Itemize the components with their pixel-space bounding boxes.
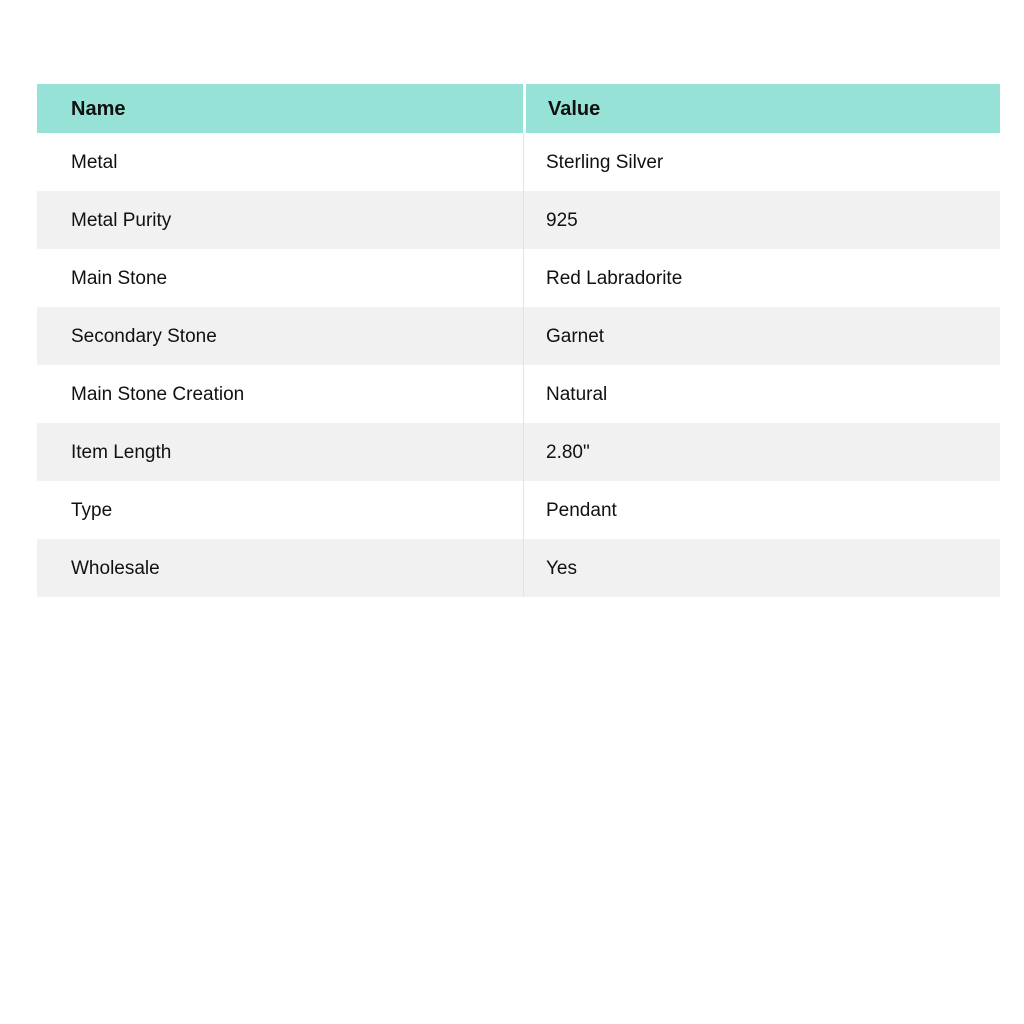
row-name: Main Stone Creation [71,383,245,405]
table-header-row [37,84,1000,133]
row-name: Type [71,499,113,521]
table-row [37,191,1000,249]
row-name: Metal Purity [71,209,172,231]
row-value: Natural [523,365,1000,423]
product-spec-table [37,84,1000,597]
row-name: Metal [71,151,118,173]
row-value: Garnet [523,307,1000,365]
column-header-value: Value [526,84,1000,133]
row-value: Yes [523,539,1000,597]
table-row [37,423,1000,481]
column-header-name: Name [37,84,523,133]
row-name: Main Stone [71,267,168,289]
table-row [37,249,1000,307]
row-value: Sterling Silver [523,133,1000,191]
row-name: Wholesale [71,557,160,579]
row-name: Item Length [71,441,172,463]
table-row [37,539,1000,597]
table-row [37,307,1000,365]
table-row [37,133,1000,191]
table-row [37,365,1000,423]
row-name: Secondary Stone [71,325,217,347]
table-row [37,481,1000,539]
row-value: 2.80" [523,423,1000,481]
row-value: Pendant [523,481,1000,539]
row-value: Red Labradorite [523,249,1000,307]
row-value: 925 [523,191,1000,249]
